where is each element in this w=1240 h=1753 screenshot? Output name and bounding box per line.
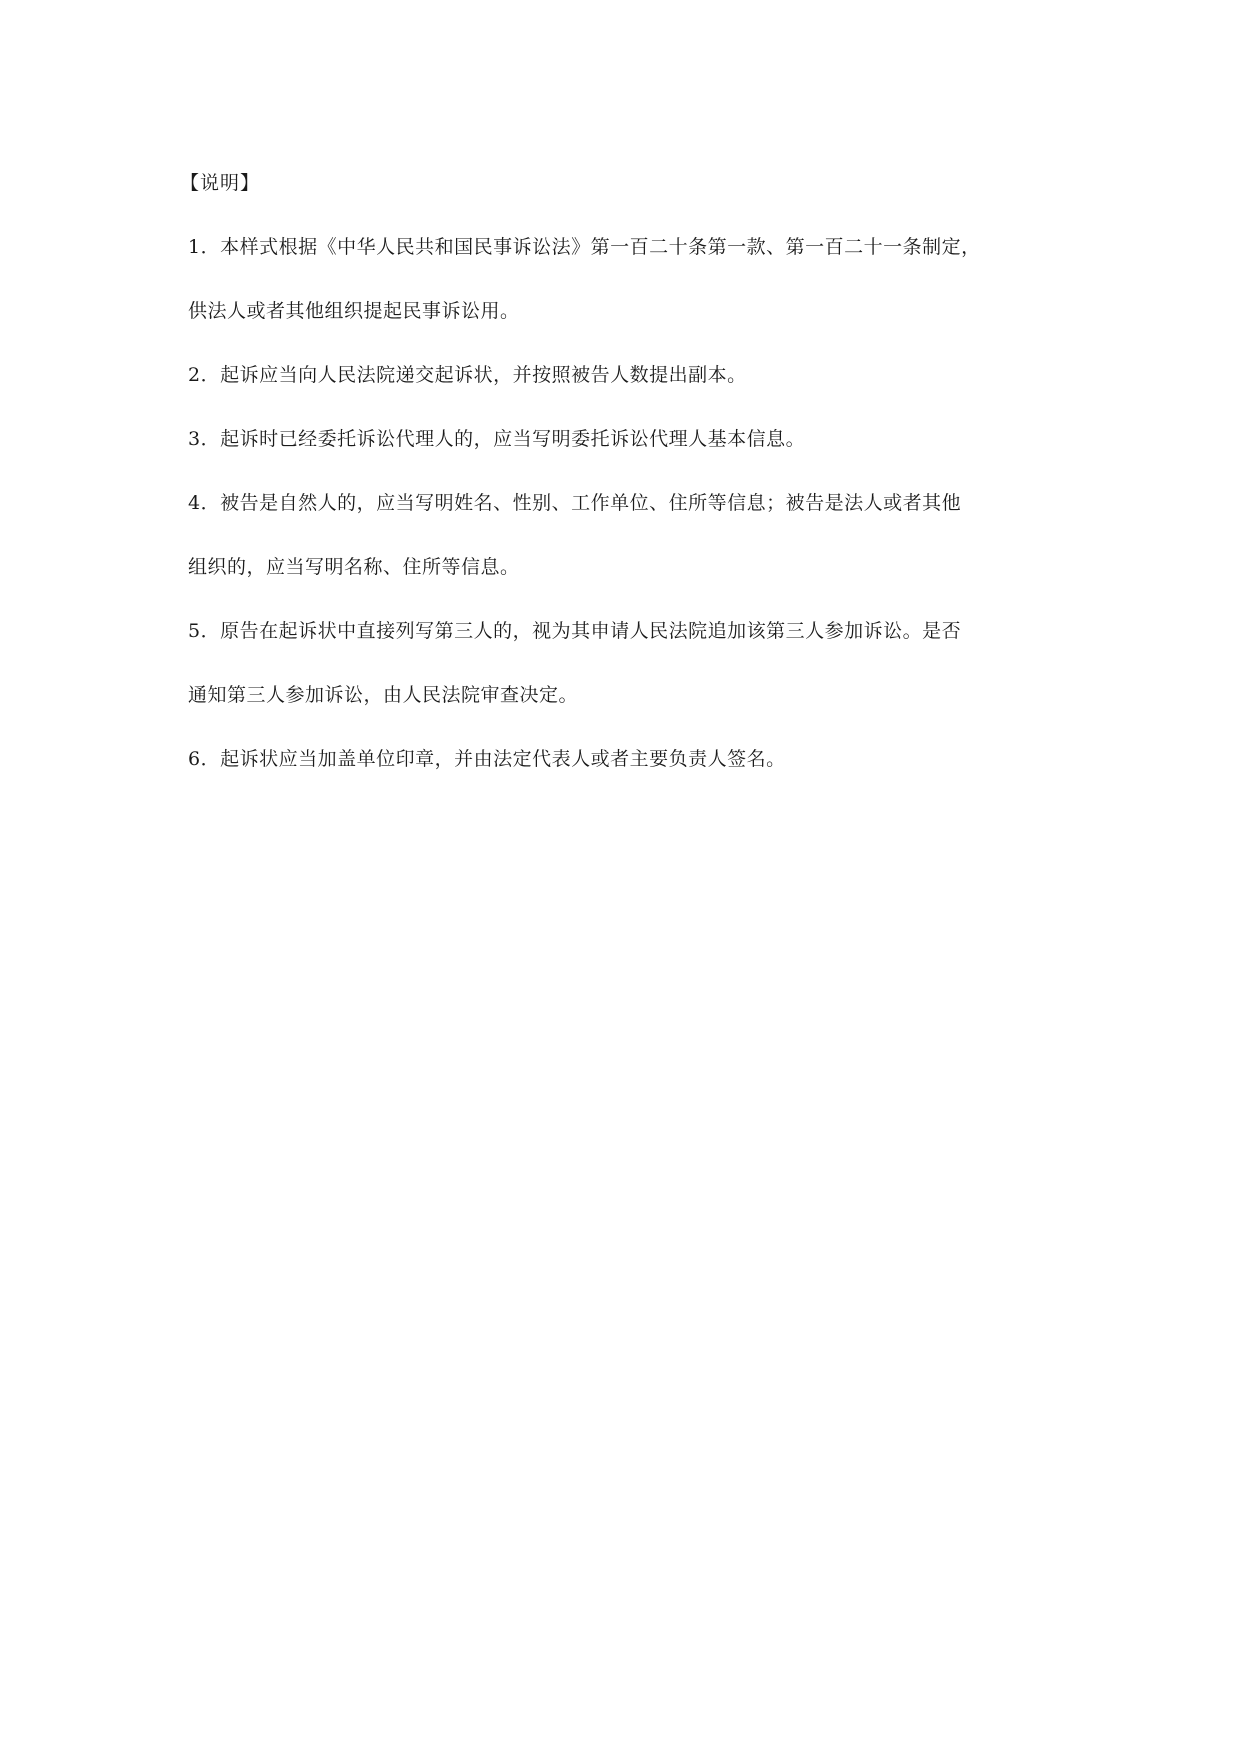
instruction-line: 1．本样式根据《中华人民共和国民事诉讼法》第一百二十条第一款、第一百二十一条制定， <box>188 236 981 258</box>
document-body <box>180 168 1068 808</box>
instruction-item-6 <box>188 744 1068 774</box>
section-heading: 【说明】 <box>180 172 261 194</box>
instruction-item-4 <box>188 488 1068 582</box>
instruction-line: 供法人或者其他组织提起民事诉讼用。 <box>188 300 520 322</box>
instruction-item-1 <box>188 232 1068 326</box>
instruction-line: 5．原告在起诉状中直接列写第三人的，视为其申请人民法院追加该第三人参加诉讼。是否 <box>188 620 962 642</box>
instruction-line: 2．起诉应当向人民法院递交起诉状，并按照被告人数提出副本。 <box>188 364 747 386</box>
instruction-item-5 <box>188 616 1068 710</box>
instruction-item-2 <box>188 360 1068 390</box>
instruction-line: 6．起诉状应当加盖单位印章，并由法定代表人或者主要负责人签名。 <box>188 748 786 770</box>
instruction-line: 通知第三人参加诉讼，由人民法院审查决定。 <box>188 684 579 706</box>
instruction-line: 组织的，应当写明名称、住所等信息。 <box>188 556 520 578</box>
instruction-item-3 <box>188 424 1068 454</box>
instruction-line: 4．被告是自然人的，应当写明姓名、性别、工作单位、住所等信息；被告是法人或者其他 <box>188 492 962 514</box>
instruction-line: 3．起诉时已经委托诉讼代理人的，应当写明委托诉讼代理人基本信息。 <box>188 428 806 450</box>
